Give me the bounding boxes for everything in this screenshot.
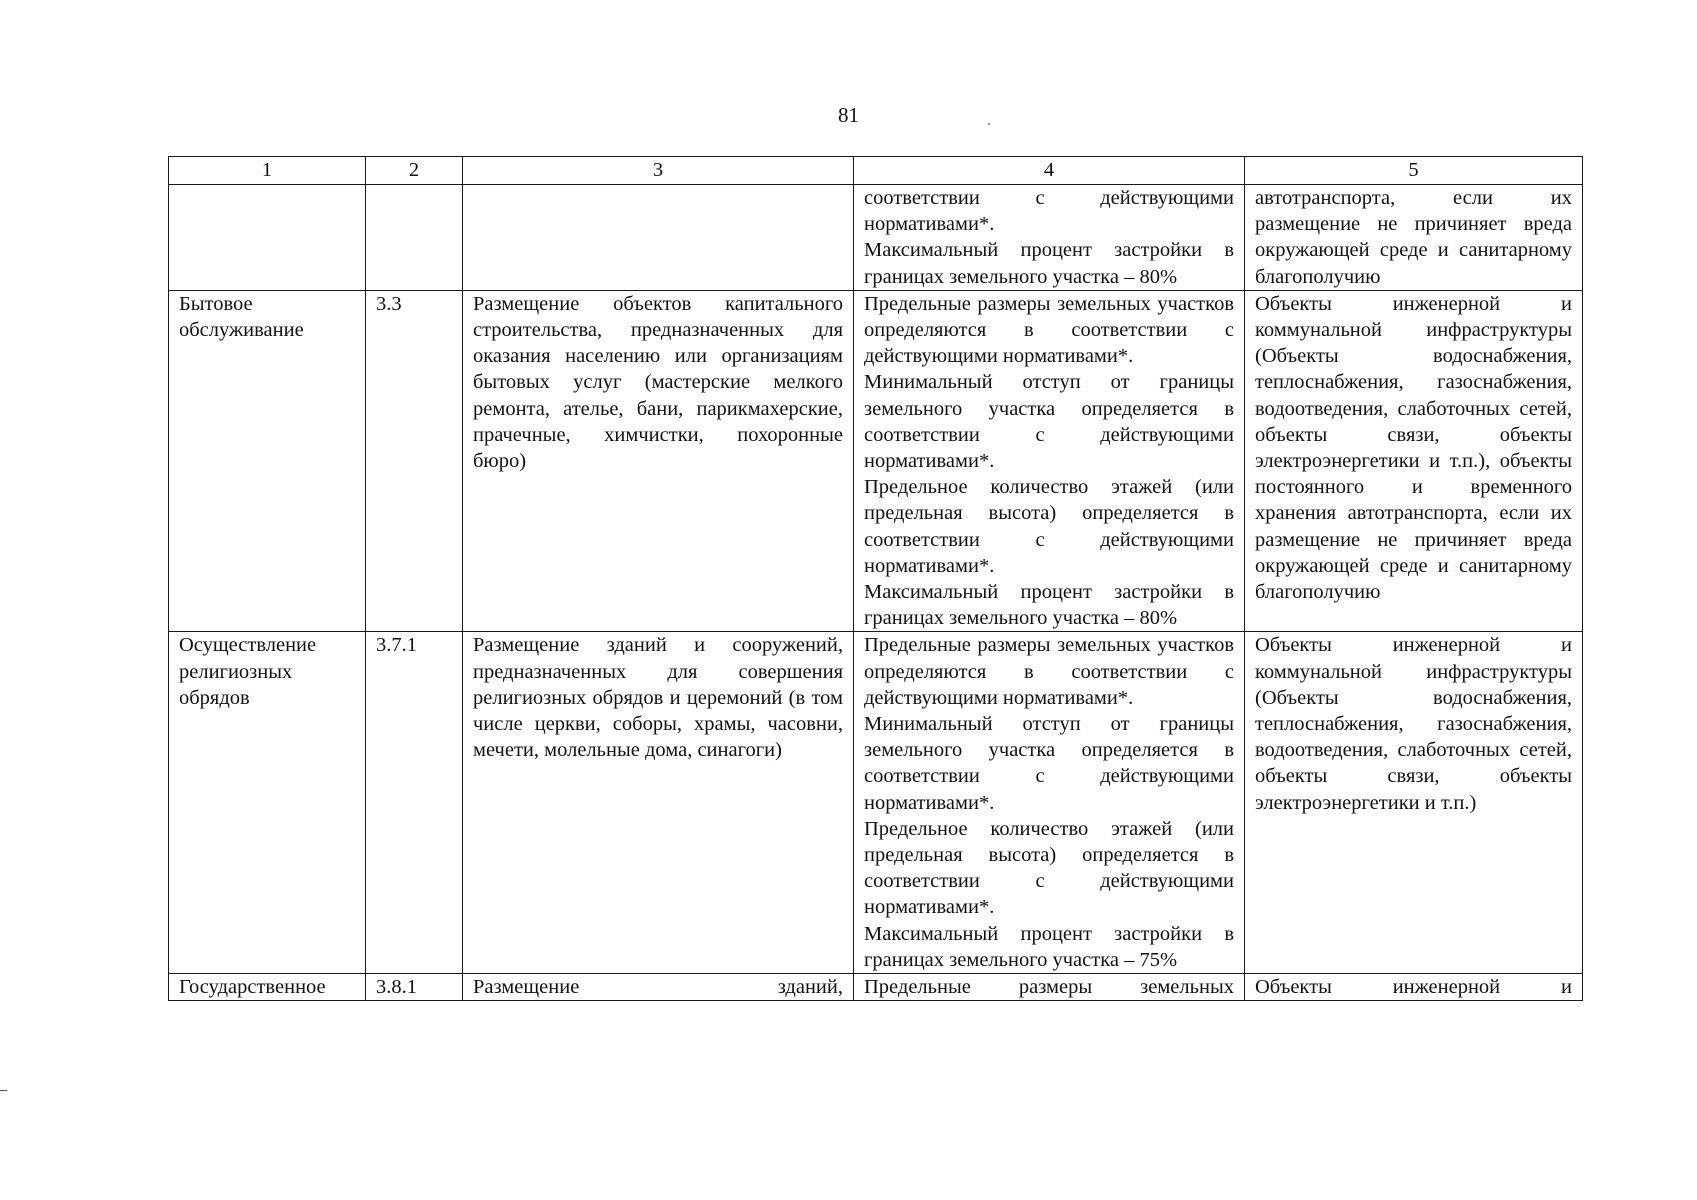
- parameter-paragraph: Предельные размеры земельных участков определяются в соответствии с действующими нормативами*.: [864, 292, 1234, 368]
- land-use-table: [168, 156, 1583, 1001]
- cell-parameters: [854, 632, 1245, 974]
- parameter-paragraph: Минимальный отступ от границы земельного участка определяется в соответствии с действующими нормативами*.: [864, 371, 1234, 473]
- cell-code: [366, 185, 463, 291]
- column-header: 3: [463, 157, 854, 185]
- cell-name: [169, 185, 366, 291]
- cell-code: 3.3: [366, 290, 463, 632]
- description-word: зданий,: [777, 976, 843, 999]
- cell-description: [463, 974, 854, 1001]
- parameter-paragraph: Предельное количество этажей (или предельная высота) определяется в соответствии с действующими нормативами*.: [864, 817, 1234, 919]
- parameter-paragraph: Максимальный процент застройки в границах земельного участка – 80%: [864, 581, 1234, 630]
- parameter-paragraph: Максимальный процент застройки в границах земельного участка – 80%: [864, 239, 1234, 288]
- column-header: 5: [1245, 157, 1583, 185]
- cell-parameters: [854, 290, 1245, 632]
- auxiliary-word: Объекты: [1255, 976, 1332, 999]
- parameter-paragraph: соответствии с действующими нормативами*.: [864, 187, 1234, 236]
- cell-auxiliary: [1245, 974, 1583, 1001]
- parameter-word: земельных: [1140, 976, 1234, 999]
- parameter-paragraph: Предельные размеры земельных участков определяются в соответствии с действующими нормативами*.: [864, 634, 1234, 709]
- table-row: [169, 290, 1583, 632]
- margin-mark: [0, 1090, 7, 1091]
- parameter-word: Предельные: [864, 976, 971, 999]
- cell-parameters: [854, 185, 1245, 291]
- cell-description: [463, 185, 854, 291]
- page-number: 81: [838, 103, 859, 127]
- cell-parameters: [854, 974, 1245, 1001]
- column-header: 4: [854, 157, 1245, 185]
- table-row-continuation: [169, 185, 1583, 291]
- cell-code: 3.8.1: [366, 974, 463, 1001]
- table-row-truncated: [169, 974, 1583, 1001]
- cell-name: Бытовое обслуживание: [169, 290, 366, 632]
- table-row: [169, 632, 1583, 974]
- cell-auxiliary: автотранспорта, если их размещение не причиняет вреда окружающей среде и санитарному благополучию: [1245, 185, 1583, 291]
- scan-speck: [988, 123, 990, 125]
- description-word: Размещение: [473, 976, 580, 999]
- parameter-paragraph: Минимальный отступ от границы земельного участка определяется в соответствии с действующими нормативами*.: [864, 713, 1234, 814]
- cell-code: 3.7.1: [366, 632, 463, 974]
- cell-description: Размещение зданий и сооружений, предназначенных для совершения религиозных обрядов и церемоний (в том числе церкви, соборы, храмы, часовни, мечети, молельные дома, синагоги): [463, 632, 854, 974]
- cell-name: Государственное: [169, 974, 366, 1001]
- auxiliary-word: и: [1561, 976, 1572, 999]
- column-header: 1: [169, 157, 366, 185]
- column-header: 2: [366, 157, 463, 185]
- parameter-paragraph: Максимальный процент застройки в границах земельного участка – 75%: [864, 922, 1234, 971]
- cell-auxiliary: Объекты инженерной и коммунальной инфраструктуры (Объекты водоснабжения, теплоснабжения, газоснабжения, водоотведения, слаботочных сетей, объекты связи, объекты электроэнергетики и т.п.), объекты постоянного и временного хранения автотранспорта, если их размещение не причиняет вреда окружающей среде и санитарному благополучию: [1245, 290, 1583, 632]
- cell-description: Размещение объектов капитального строительства, предназначенных для оказания населению или организациям бытовых услуг (мастерские мелкого ремонта, ателье, бани, парикмахерские, прачечные, химчистки, похоронные бюро): [463, 290, 854, 632]
- table-header-row: [169, 157, 1583, 185]
- parameter-word: размеры: [1018, 976, 1093, 999]
- cell-name: Осуществление религиозных обрядов: [169, 632, 366, 974]
- parameter-paragraph: Предельное количество этажей (или предельная высота) определяется в соответствии с действующими нормативами*.: [864, 476, 1234, 577]
- auxiliary-word: инженерной: [1392, 976, 1501, 999]
- cell-auxiliary: Объекты инженерной и коммунальной инфраструктуры (Объекты водоснабжения, теплоснабжения, газоснабжения, водоотведения, слаботочных сетей, объекты связи, объекты электроэнергетики и т.п.): [1245, 632, 1583, 974]
